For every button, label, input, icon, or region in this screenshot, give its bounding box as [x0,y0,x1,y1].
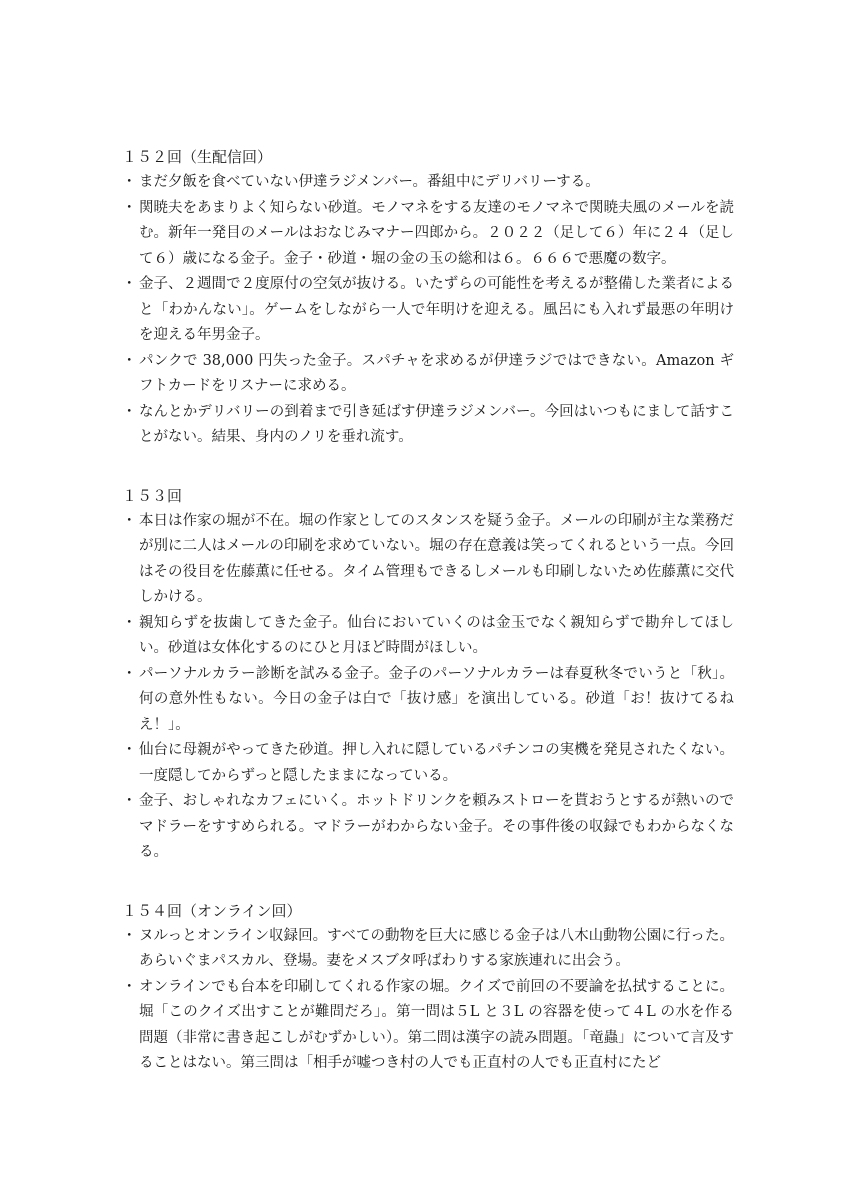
item-text: 親知らずを抜歯してきた金子。仙台においていくのは金玉でなく親知らずで勘弁してほしい。砂道は女体化するのにひと月ほど時間がほしい。 [139,614,734,656]
list-item [122,272,734,349]
list-item [122,509,734,611]
list-item [122,170,734,196]
episode-heading: １５２回（生配信回） [122,148,273,166]
list-item [122,611,734,662]
episode-heading: １５３回 [122,486,183,505]
bullet: ・ [122,199,137,216]
bullet: ・ [122,174,137,190]
item-text: 仙台に母親がやってきた砂道。押し入れに隠しているパチンコの実機を発見されたくない。一度隠してからずっと隠したままになっている。 [139,742,734,784]
list-item [122,924,734,975]
item-text: なんとかデリバリーの到着まで引き延ばす伊達ラジメンバー。今回はいつもにまして話すことがない。結果、身内のノリを垂れ流す。 [139,403,734,445]
episode-section-152 [122,145,734,451]
bullet: ・ [122,403,137,420]
list-item [122,738,734,789]
episode-heading: １５４回（オンライン回） [122,901,302,920]
item-text: パーソナルカラー診断を試みる金子。金子のパーソナルカラーは春夏秋冬でいうと「秋」。何の意外性もない。今日の金子は白で「抜け感」を演出している。砂道「お！抜けてるねえ！」。 [139,665,734,733]
item-text: ヌルっとオンライン収録回。すべての動物を巨大に感じる金子は八木山動物公園に行った。あらいぐまパスカル、登場。妻をメスブタ呼ばわりする家族連れに出会う。 [139,927,734,969]
document-page [122,145,734,1077]
item-text: まだ夕飯を食べていない伊達ラジメンバー。番組中にデリバリーする。 [139,174,600,190]
list-item [122,789,734,866]
list-item [122,196,734,273]
item-text: パンクで 38,000 円失った金子。スパチャを求めるが伊達ラジではできない。Amazon ギフトカードをリスナーに求める。 [139,352,734,394]
list-item [122,975,734,1077]
item-text: 本日は作家の堀が不在。堀の作家としてのスタンスを疑う金子。メールの印刷が主な業務だが別に二人はメールの印刷を求めていない。堀の存在意義は笑ってくれるという一点。今回はその役目を佐藤薫に任せる。タイム管理もできるしメールも印刷しないため佐藤薫に交代しかける。 [139,512,734,605]
bullet: ・ [122,512,137,529]
bullet: ・ [122,352,137,369]
bullet: ・ [122,793,137,809]
item-text: 金子、２週間で２度原付の空気が抜ける。いたずらの可能性を考えるが整備した業者によると「わかんない」。ゲームをしながら一人で年明けを迎える。風呂にも入れず最悪の年明けを迎える年男金子。 [139,276,734,343]
item-text: オンラインでも台本を印刷してくれる作家の堀。クイズで前回の不要論を払拭することに。堀「このクイズ出すことが難問だろ」。第一問は５L と３L の容器を使って４L の水を作る問題（非常に書き起こしがむずかしい）。第二問は漢字の読み問題。「竜蟲」について言及することはない。第三問は「相手が嘘つき村の人でも正直村の人でも正直村にたど [139,978,734,1071]
bullet: ・ [122,614,137,631]
bullet: ・ [122,927,137,944]
item-text: 関暁夫をあまりよく知らない砂道。モノマネをする友達のモノマネで関暁夫風のメールを読む。新年一発目のメールはおなじみマナー四郎から。２０２２（足して６）年に２４（足して６）歳になる金子。金子・砂道・堀の金の玉の総和は６。６６６で悪魔の数字。 [139,199,734,267]
list-item [122,400,734,451]
item-text: 金子、おしゃれなカフェにいく。ホットドリンクを頼みストローを貰おうとするが熱いのでマドラーをすすめられる。マドラーがわからない金子。その事件後の収録でもわからなくなる。 [139,793,734,860]
list-item [122,662,734,739]
bullet: ・ [122,276,137,292]
episode-section-154 [122,899,734,1077]
bullet: ・ [122,742,137,758]
bullet: ・ [122,665,137,682]
episode-section-153 [122,484,734,866]
bullet: ・ [122,978,137,995]
list-item [122,349,734,400]
